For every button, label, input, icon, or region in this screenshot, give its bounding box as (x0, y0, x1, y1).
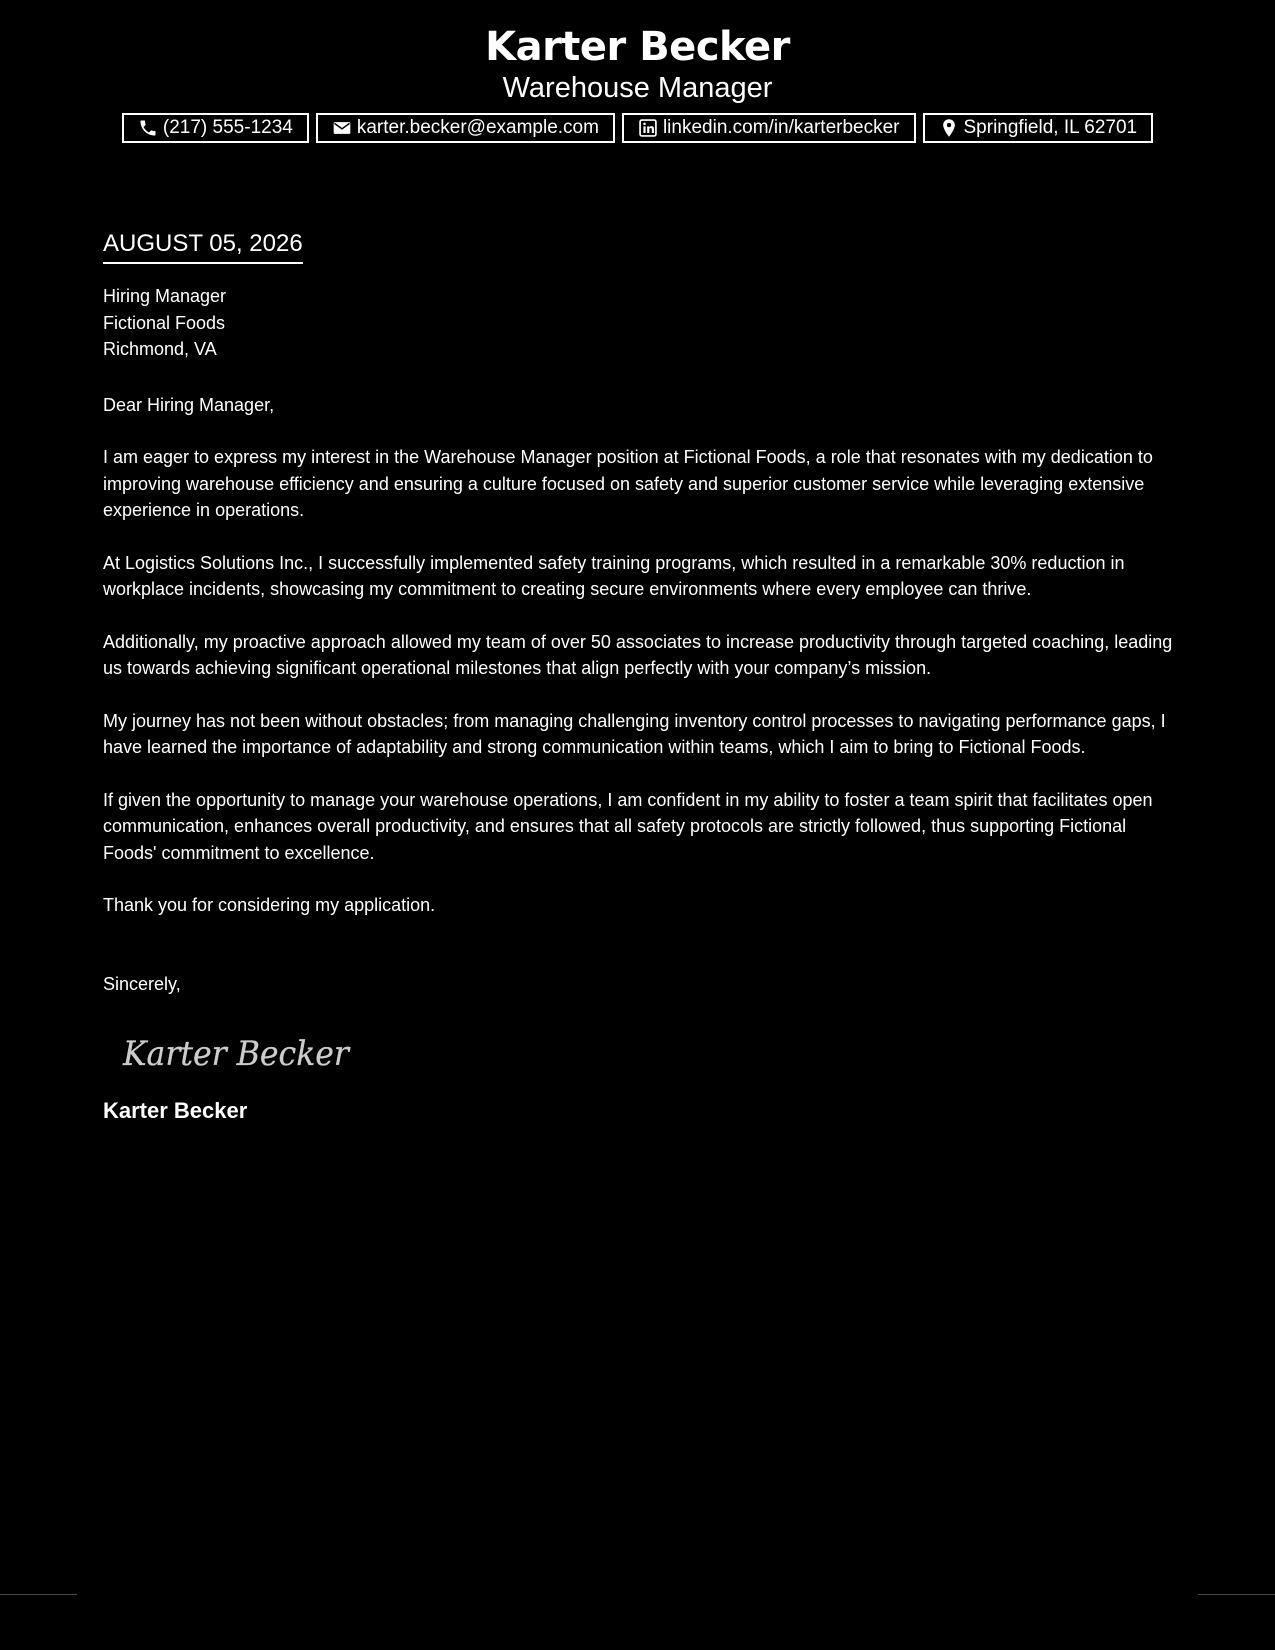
signature-text: Karter Becker (122, 1034, 351, 1074)
body-paragraph: I am eager to express my interest in the Warehouse Manager position at Fictional Foods, a role that resonates with my dedication to improving warehouse efficiency and ensuring a culture focused on safety and superior customer service while leveraging extensive experience in operations. (103, 447, 1153, 520)
recipient-block (103, 283, 1183, 363)
letter-date: AUGUST 05, 2026 (103, 227, 303, 264)
body-paragraph: At Logistics Solutions Inc., I successfully implemented safety training programs, which resulted in a remarkable 30% reduction in workplace incidents, showcasing my commitment to creating secure environments where every employee can thrive. (103, 552, 1125, 599)
contact-bar (0, 113, 1275, 143)
signoff: Sincerely, (103, 973, 181, 994)
closing-paragraph: Thank you for considering my application. (103, 895, 436, 915)
contact-location[interactable] (923, 113, 1154, 143)
body-paragraph: Additionally, my proactive approach allowed my team of over 50 associates to increase productivity through targeted coaching, leading us towards achieving significant operational milestones that align perfectly with your company’s mission. (103, 631, 1173, 678)
recipient-location: Richmond, VA (103, 339, 217, 359)
applicant-job-title: Warehouse Manager (502, 72, 773, 104)
phone-icon (138, 118, 158, 138)
envelope-icon (332, 118, 352, 138)
linkedin-icon (638, 118, 658, 138)
contact-phone-text: (217) 555-1234 (162, 117, 293, 138)
map-pin-icon (939, 118, 959, 138)
handwritten-signature (119, 1025, 359, 1081)
signer-name: Karter Becker (103, 1098, 248, 1123)
contact-linkedin-text: linkedin.com/in/karterbecker (662, 117, 900, 138)
contact-email-text: karter.becker@example.com (356, 117, 599, 138)
footer-divider-left (0, 1594, 77, 1595)
applicant-name: Karter Becker (485, 24, 790, 70)
letter-body (103, 227, 1183, 1125)
greeting: Dear Hiring Manager, (103, 394, 275, 415)
contact-linkedin[interactable] (622, 113, 916, 143)
letter-header (0, 22, 1275, 104)
contact-location-text: Springfield, IL 62701 (963, 117, 1138, 138)
body-paragraph: My journey has not been without obstacles; from managing challenging inventory control processes to navigating performance gaps, I have learned the importance of adaptability and strong communication within teams, which I aim to bring to Fictional Foods. (103, 710, 1166, 757)
contact-phone[interactable] (122, 113, 309, 143)
footer-divider-right (1198, 1594, 1275, 1595)
body-paragraph: If given the opportunity to manage your warehouse operations, I am confident in my ability to foster a team spirit that facilitates open communication, enhances overall productivity, and ensures that all safety protocols are strictly followed, thus supporting Fictional Foods' commitment to excellence. (103, 789, 1153, 863)
contact-email[interactable] (316, 113, 615, 143)
recipient-company: Fictional Foods (103, 312, 226, 333)
recipient-name: Hiring Manager (103, 286, 227, 306)
